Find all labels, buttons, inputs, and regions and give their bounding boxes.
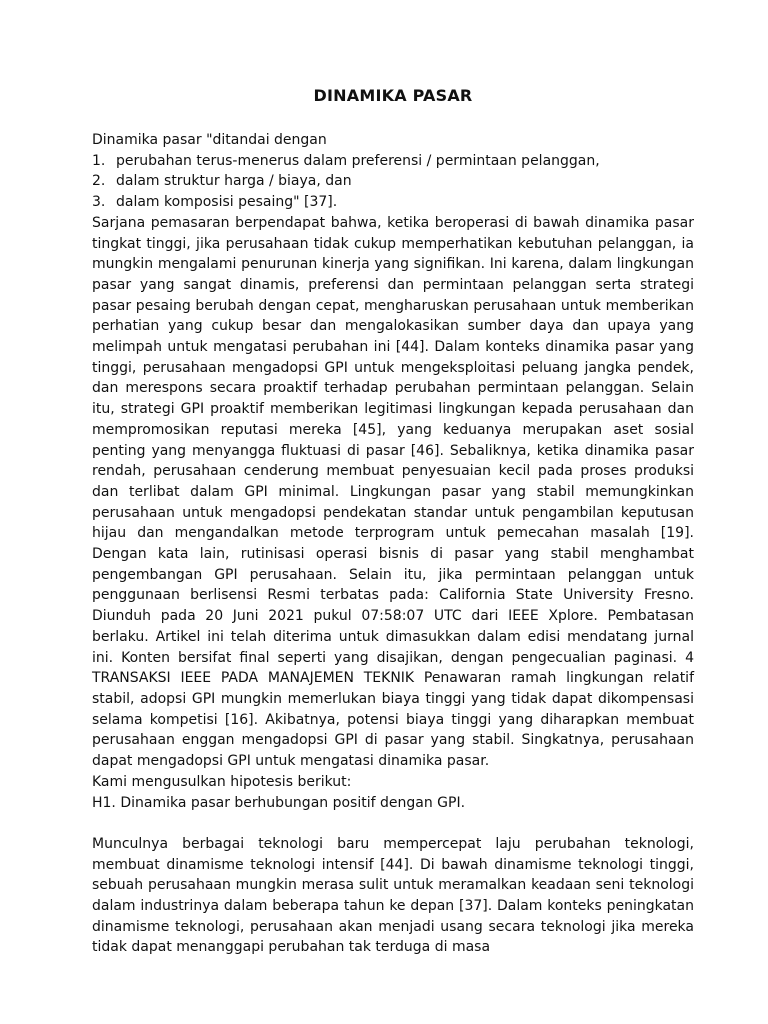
list-text: dalam komposisi pesaing" [37].	[116, 194, 338, 211]
list-text: dalam struktur harga / biaya, dan	[116, 173, 352, 190]
list-number: 3.	[92, 194, 106, 211]
list-item-1	[92, 151, 694, 172]
hypothesis-h1: H1. Dinamika pasar berhubungan positif dengan GPI.	[92, 794, 466, 811]
page-title: DINAMIKA PASAR	[313, 86, 473, 105]
list-item-3	[92, 192, 694, 213]
list-text: perubahan terus-menerus dalam preferensi / permintaan pelanggan,	[116, 152, 600, 169]
list-item-2	[92, 171, 694, 192]
paragraph-market-dynamics: Sarjana pemasaran berpendapat bahwa, ketika beroperasi di bawah dinamika pasar tingkat tinggi, jika perusahaan tidak cukup memperhatikan kebutuhan pelanggan, ia mungkin mengalami penurunan kinerja yang signifikan. Ini karena, dalam lingkungan pasar yang sangat dinamis, preferensi dan permintaan pelanggan serta strategi pasar pesaing berubah dengan cepat, mengharuskan perusahaan untuk memberikan perhatian yang cukup besar dan mengalokasikan sumber daya dan upaya yang melimpah untuk mengatasi perubahan ini [44]. Dalam konteks dinamika pasar yang tinggi, perusahaan mengadopsi GPI untuk mengeksploitasi peluang jangka pendek, dan merespons secara proaktif terhadap perubahan permintaan pelanggan. Selain itu, strategi GPI proaktif memberikan legitimasi lingkungan kepada perusahaan dan mempromosikan reputasi mereka [45], yang keduanya merupakan aset sosial penting yang menyangga fluktuasi di pasar [46]. Sebaliknya, ketika dinamika pasar rendah, perusahaan cenderung membuat penyesuaian kecil pada proses produksi dan terlibat dalam GPI minimal. Lingkungan pasar yang stabil memungkinkan perusahaan untuk mengadopsi pendekatan standar untuk pengambilan keputusan hijau dan mengandalkan metode terprogram untuk pemecahan masalah [19]. Dengan kata lain, rutinisasi operasi bisnis di pasar yang stabil menghambat pengembangan GPI perusahaan. Selain itu, jika permintaan pelanggan untuk penggunaan berlisensi Resmi terbatas pada: California State University Fresno. Diunduh pada 20 Juni 2021 pukul 07:58:07 UTC dari IEEE Xplore. Pembatasan berlaku. Artikel ini telah diterima untuk dimasukkan dalam edisi mendatang jurnal ini. Konten bersifat final seperti yang disajikan, dengan pengecualian paginasi. 4 TRANSAKSI IEEE PADA MANAJEMEN TEKNIK Penawaran ramah lingkungan relatif stabil, adopsi GPI mungkin memerlukan biaya tinggi yang tidak dapat dikompensasi selama kompetisi [16]. Akibatnya, potensi biaya tinggi yang diharapkan membuat perusahaan enggan mengadopsi GPI di pasar yang stabil. Singkatnya, perusahaan dapat mengadopsi GPI untuk mengatasi dinamika pasar.	[92, 214, 694, 770]
intro-line: Dinamika pasar "ditandai dengan	[92, 132, 327, 148]
paragraph-spacer	[92, 813, 694, 834]
list-number: 2.	[92, 173, 106, 190]
list-number: 1.	[92, 152, 106, 169]
hypothesis-intro: Kami mengusulkan hipotesis berikut:	[92, 773, 352, 790]
document-page	[92, 86, 694, 958]
paragraph-technology-dynamism: Munculnya berbagai teknologi baru mempercepat laju perubahan teknologi, membuat dinamisme teknologi intensif [44]. Di bawah dinamisme teknologi tinggi, sebuah perusahaan mungkin merasa sulit untuk meramalkan keadaan seni teknologi dalam industrinya dalam beberapa tahun ke depan [37]. Dalam konteks peningkatan dinamisme teknologi, perusahaan akan menjadi usang secara teknologi jika mereka tidak dapat menanggapi perubahan tak terduga di masa	[92, 835, 694, 956]
document-body	[92, 130, 694, 958]
